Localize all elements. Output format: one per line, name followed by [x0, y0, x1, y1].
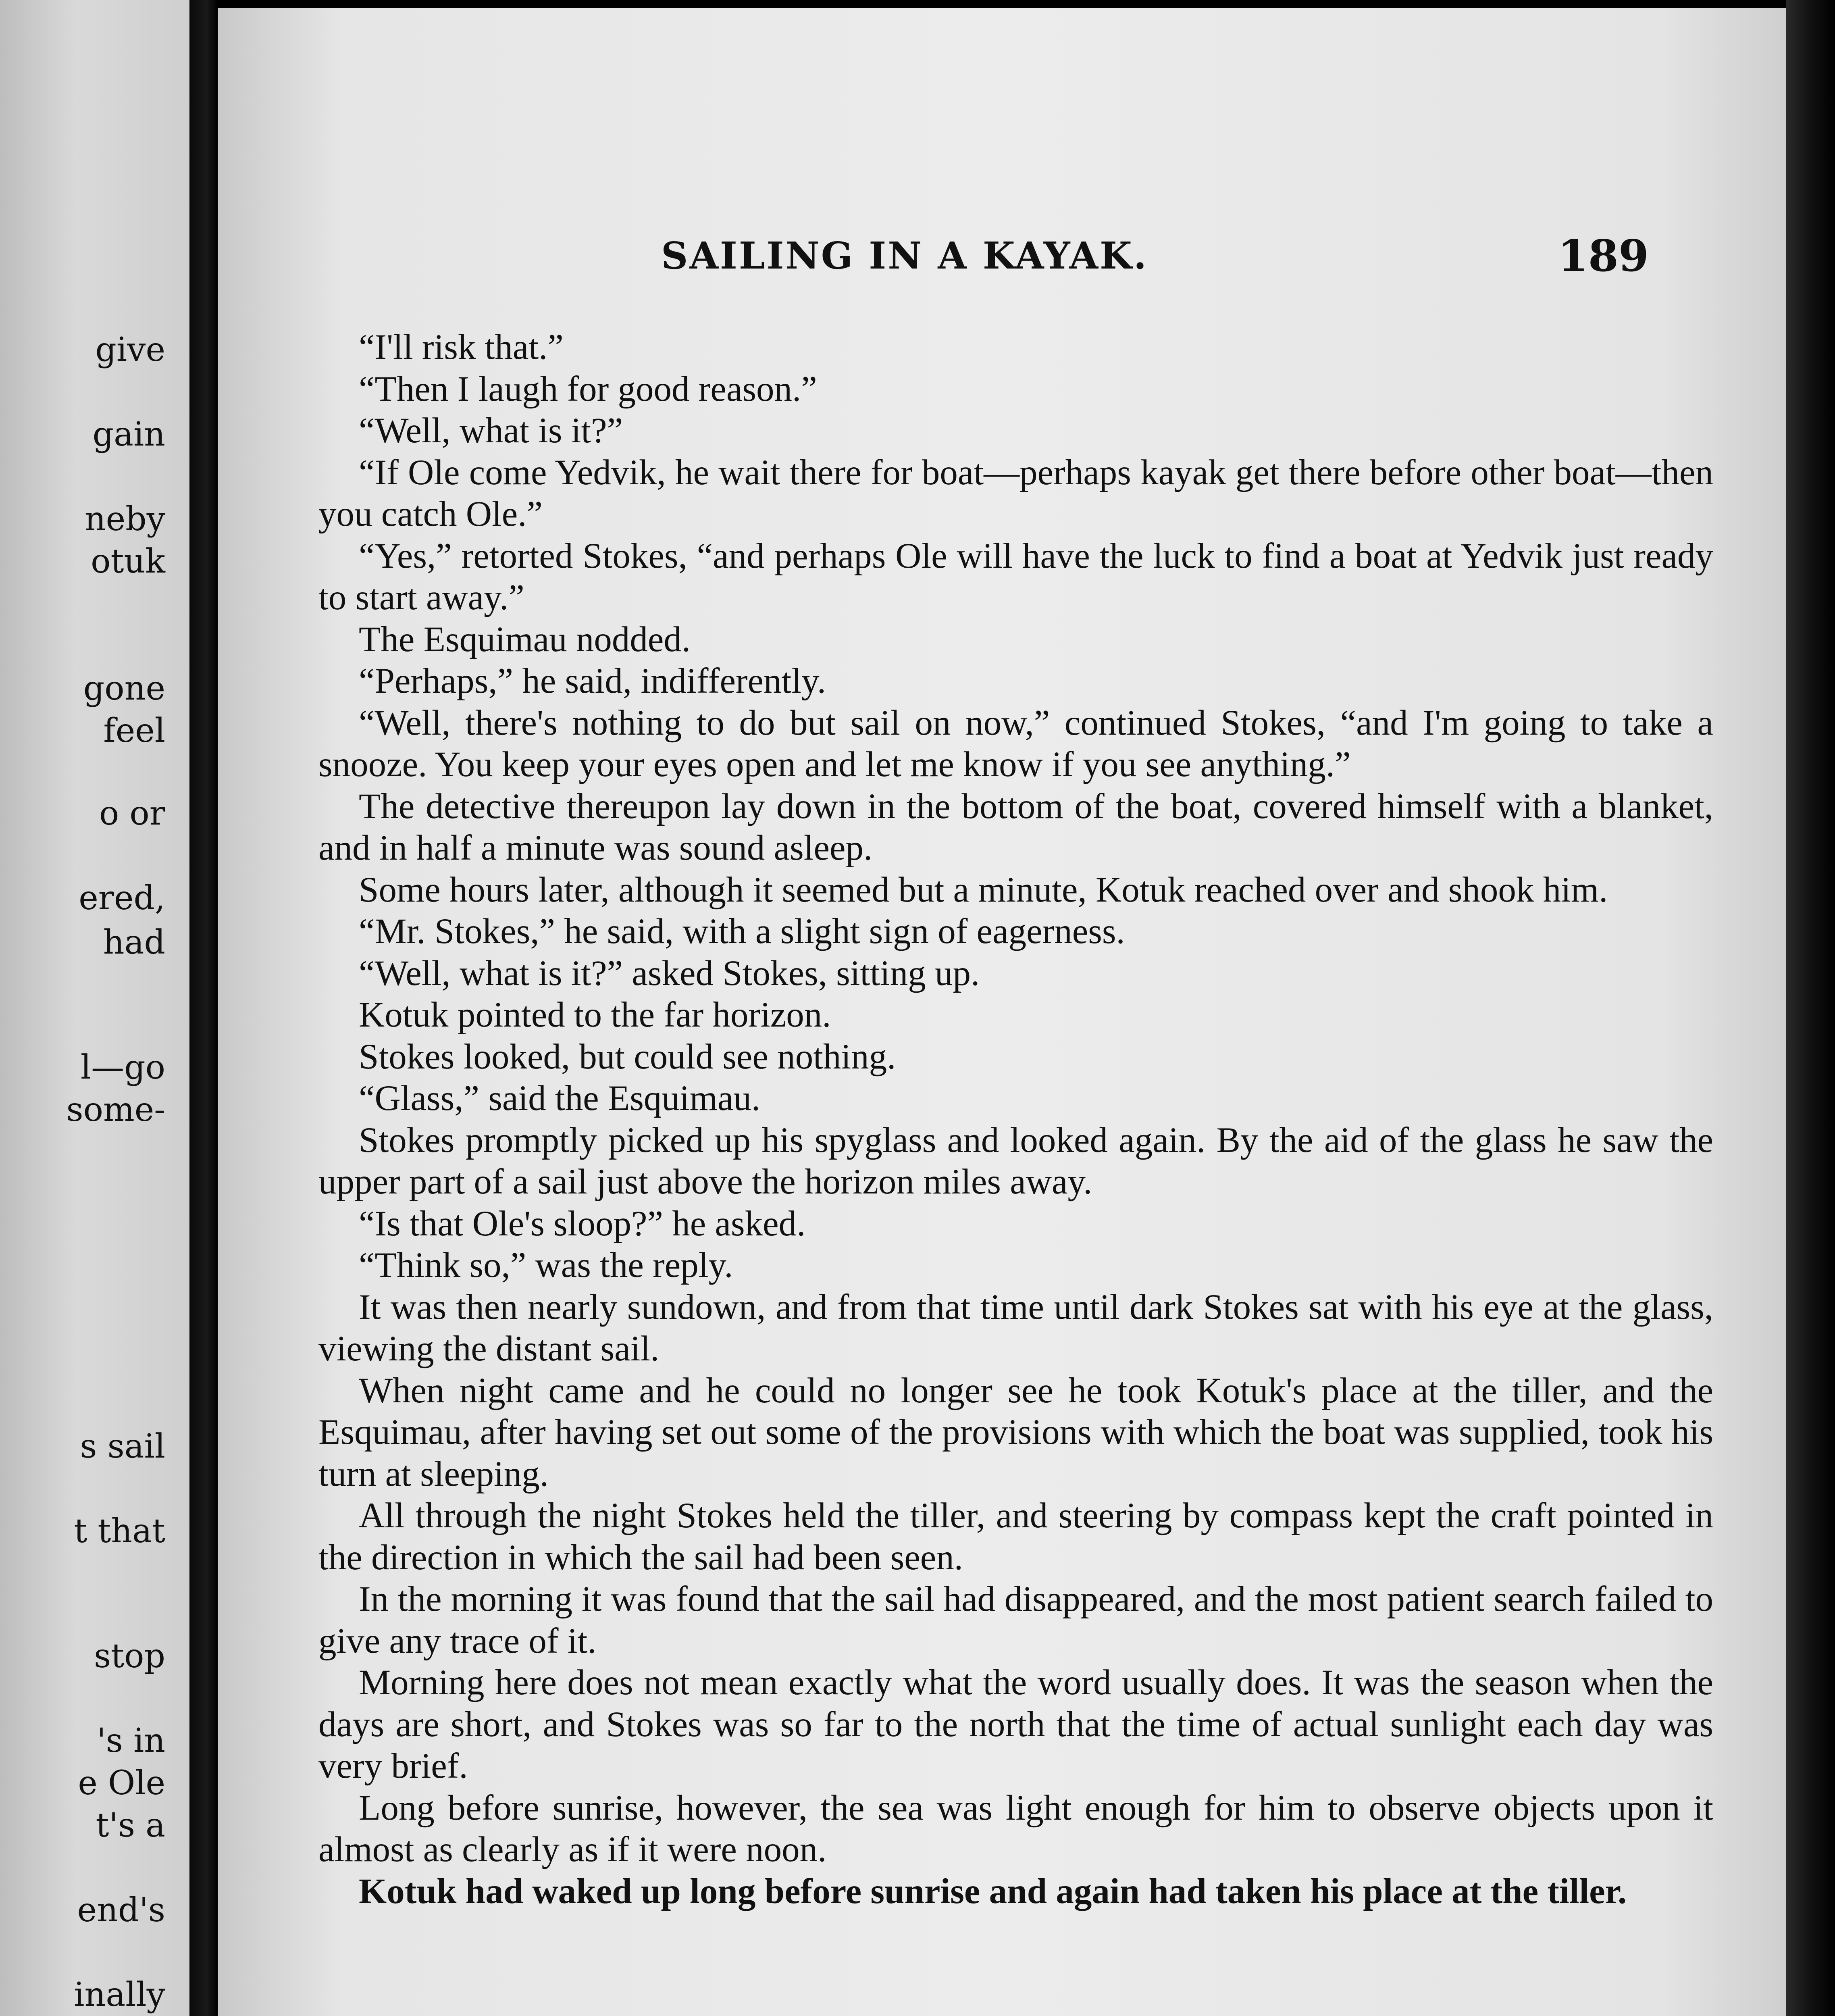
paragraph: The Esquimau nodded. [359, 619, 691, 659]
paragraph: “I'll risk that.” [359, 327, 564, 367]
paragraph: “Perhaps,” he said, indifferently. [359, 661, 826, 701]
paragraph: Stokes looked, but could see nothing. [359, 1037, 896, 1077]
left-page-text-fragment: had [103, 923, 165, 962]
paragraph: When night came and he could no longer see he took Kotuk's place at the tiller, and the Esquimau, after having set out some of the provisions with which the boat was supplied, took his turn at sleeping. [318, 1370, 1713, 1494]
paragraph: “If Ole come Yedvik, he wait there for boat—perhaps kayak get there before other boat—then you catch Ole.” [318, 452, 1713, 534]
left-page-text-fragment: some- [66, 1091, 165, 1129]
left-page-text-fragment: t that [74, 1512, 165, 1550]
paragraph: “Well, there's nothing to do but sail on now,” continued Stokes, “and I'm going to take a snooze. You keep your eyes open and let me know if you see anything.” [318, 703, 1713, 784]
left-page-text-fragment: end's [77, 1891, 165, 1929]
left-page-text-fragment: l—go [80, 1048, 165, 1087]
paragraph: In the morning it was found that the sail had disappeared, and the most patient search failed to give any trace of it. [318, 1579, 1713, 1661]
left-page-text-fragment: o or [99, 794, 165, 833]
paragraph: “Think so,” was the reply. [359, 1245, 733, 1285]
left-page-text-fragment: give [95, 331, 165, 369]
left-page-text-fragment: s sail [80, 1427, 165, 1466]
paragraph: “Is that Ole's sloop?” he asked. [359, 1204, 806, 1243]
paragraph: “Yes,” retorted Stokes, “and perhaps Ole will have the luck to find a boat at Yedvik just ready to start away.” [318, 536, 1713, 617]
paragraph: “Well, what is it?” [359, 411, 623, 450]
paragraph: Kotuk pointed to the far horizon. [359, 995, 831, 1035]
paragraph: All through the night Stokes held the tiller, and steering by compass kept the craft pointed in the direction in which the sail had been seen. [318, 1496, 1713, 1577]
paragraph: “Mr. Stokes,” he said, with a slight sign of eagerness. [359, 912, 1125, 951]
paragraph: “Glass,” said the Esquimau. [359, 1079, 761, 1118]
left-page-text-fragment: stop [94, 1637, 165, 1675]
book-gutter [189, 0, 218, 2016]
paragraph: “Well, what is it?” asked Stokes, sitting up. [359, 953, 980, 993]
left-page-fragment [0, 0, 189, 2016]
left-page-text-fragment: e Ole [78, 1764, 165, 1802]
paragraph: “Then I laugh for good reason.” [359, 369, 817, 409]
left-page-text-fragment: feel [103, 712, 165, 750]
left-page-text-fragment: inally [74, 1976, 165, 2014]
left-page-text-fragment: ered, [79, 879, 165, 917]
left-page-text-fragment: 's in [97, 1722, 165, 1760]
left-page-text-fragment: t's a [96, 1806, 165, 1845]
paragraph: Stokes promptly picked up his spyglass and looked again. By the aid of the glass he saw the upper part of a sail just above the horizon miles away. [318, 1120, 1713, 1202]
scan-right-edge [1786, 0, 1835, 2016]
paragraph: The detective thereupon lay down in the bottom of the boat, covered himself with a blanket, and in half a minute was sound asleep. [318, 786, 1713, 868]
left-page-text-fragment: otuk [91, 542, 165, 581]
left-page-text-fragment: gain [92, 415, 165, 454]
paragraph: Kotuk had waked up long before sunrise and again had taken his place at the tiller. [359, 1871, 1627, 1911]
left-page-text-fragment: gone [83, 669, 165, 708]
paragraph: Long before sunrise, however, the sea was light enough for him to observe objects upon it almost as clearly as if it were noon. [318, 1788, 1713, 1869]
paragraph: Some hours later, although it seemed but a minute, Kotuk reached over and shook him. [359, 870, 1608, 910]
paragraph: It was then nearly sundown, and from that time until dark Stokes sat with his eye at the glass, viewing the distant sail. [318, 1287, 1713, 1368]
running-head: SAILING IN A KAYAK. [661, 234, 1148, 277]
paragraph: Morning here does not mean exactly what the word usually does. It was the season when the days are short, and Stokes was so far to the north that the time of actual sunlight each day was very brief. [318, 1663, 1713, 1786]
body-text [318, 327, 1713, 1912]
left-page-text-fragment: neby [84, 500, 165, 538]
book-page [218, 8, 1786, 2016]
page-number: 189 [1558, 231, 1649, 281]
